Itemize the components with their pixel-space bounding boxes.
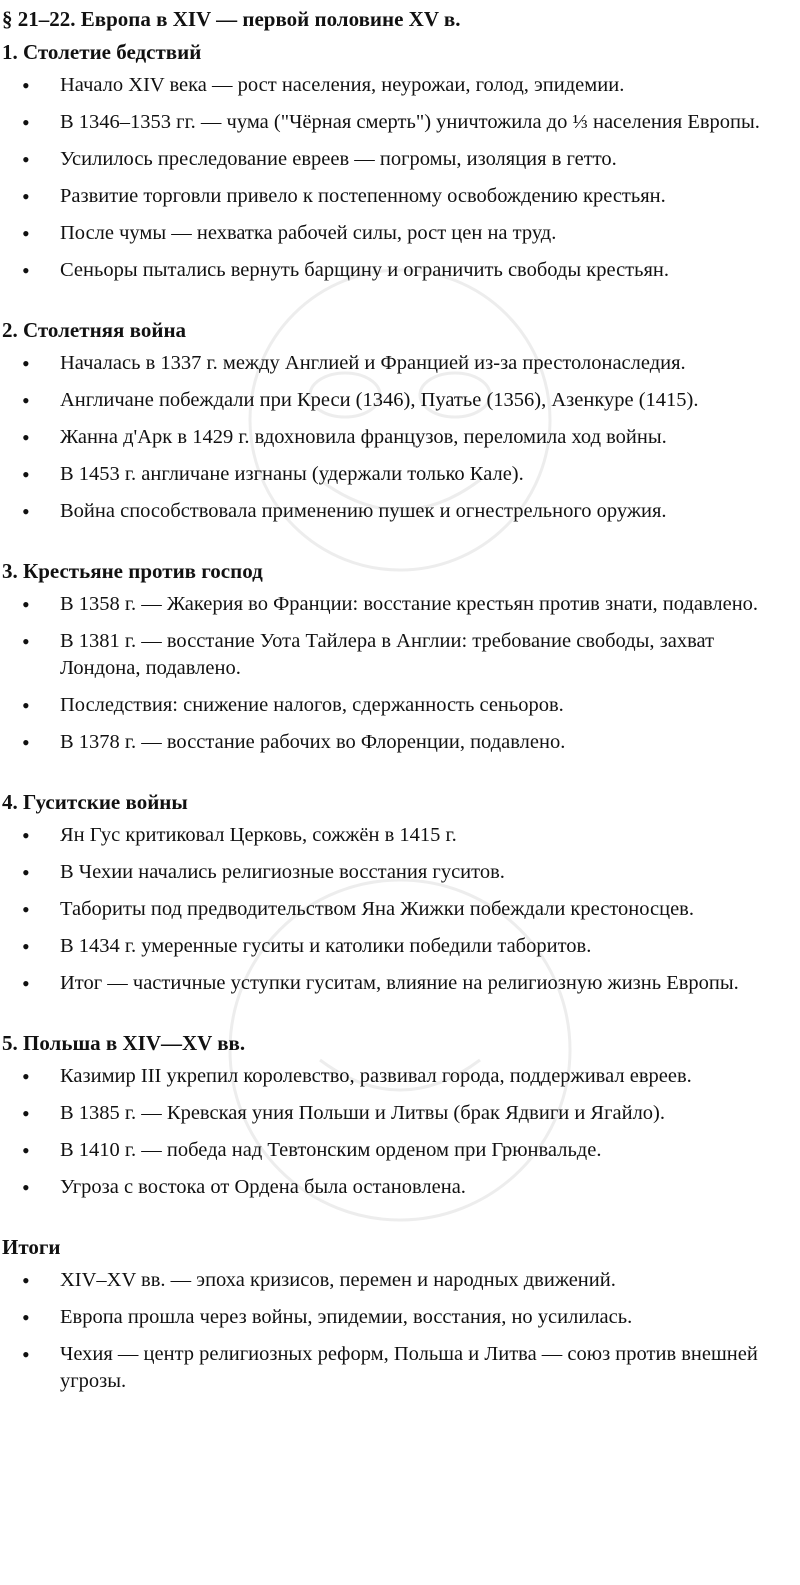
list-item: • Табориты под предводительством Яна Жижки побеждали крестоносцев. (2, 896, 800, 923)
bullet-list (2, 591, 800, 756)
list-item: • Война способствовала применению пушек и огнестрельного оружия. (2, 498, 800, 525)
list-item: • В 1410 г. — победа над Тевтонским орденом при Грюнвальде. (2, 1137, 800, 1164)
list-item: • В 1453 г. англичане изгнаны (удержали только Кале). (2, 461, 800, 488)
section-disasters (2, 39, 800, 284)
section-heading: 2. Столетняя война (2, 318, 187, 342)
section-heading: 3. Крестьяне против господ (2, 559, 263, 583)
list-item: • В 1358 г. — Жакерия во Франции: восстание крестьян против знати, подавлено. (2, 591, 800, 618)
list-item: • Развитие торговли привело к постепенному освобождению крестьян. (2, 183, 800, 210)
bullet-list (2, 350, 800, 525)
list-item: • В Чехии начались религиозные восстания гуситов. (2, 859, 800, 886)
list-item: • В 1385 г. — Кревская уния Польши и Литвы (брак Ядвиги и Ягайло). (2, 1100, 800, 1127)
list-item: • Европа прошла через войны, эпидемии, восстания, но усилилась. (2, 1304, 800, 1331)
list-item: • В 1434 г. умеренные гуситы и католики победили таборитов. (2, 933, 800, 960)
list-item: • Англичане побеждали при Креси (1346), Пуатье (1356), Азенкуре (1415). (2, 387, 800, 414)
list-item: • Угроза с востока от Ордена была остановлена. (2, 1174, 800, 1201)
list-item: • В 1381 г. — восстание Уота Тайлера в Англии: требование свободы, захват Лондона, подавлено. (2, 628, 800, 682)
bullet-list (2, 72, 800, 284)
list-item: • Последствия: снижение налогов, сдержанность сеньоров. (2, 692, 800, 719)
list-item: • Начало XIV века — рост населения, неурожаи, голод, эпидемии. (2, 72, 800, 99)
list-item: • В 1346–1353 гг. — чума ("Чёрная смерть") уничтожила до ⅓ населения Европы. (2, 109, 800, 136)
bullet-list (2, 822, 800, 997)
section-peasants (2, 558, 800, 756)
list-item: • Казимир III укрепил королевство, развивал города, поддерживал евреев. (2, 1063, 800, 1090)
section-poland (2, 1030, 800, 1201)
list-item: • В 1378 г. — восстание рабочих во Флоренции, подавлено. (2, 729, 800, 756)
list-item: • Усилилось преследование евреев — погромы, изоляция в гетто. (2, 146, 800, 173)
section-heading: Итоги (2, 1235, 61, 1259)
section-hundred-years-war (2, 317, 800, 525)
section-hussite-wars (2, 789, 800, 997)
page-title: § 21–22. Европа в XIV — первой половине XV в. (2, 7, 461, 31)
list-item: • Жанна д'Арк в 1429 г. вдохновила французов, переломила ход войны. (2, 424, 800, 451)
list-item: • Началась в 1337 г. между Англией и Францией из-за престолонаследия. (2, 350, 800, 377)
list-item: • Итог — частичные уступки гуситам, влияние на религиозную жизнь Европы. (2, 970, 800, 997)
section-heading: 5. Польша в XIV—XV вв. (2, 1031, 246, 1055)
bullet-list (2, 1063, 800, 1201)
section-summary (2, 1234, 800, 1395)
list-item: • XIV–XV вв. — эпоха кризисов, перемен и народных движений. (2, 1267, 800, 1294)
list-item: • Ян Гус критиковал Церковь, сожжён в 1415 г. (2, 822, 800, 849)
list-item: • Чехия — центр религиозных реформ, Польша и Литва — союз против внешней угрозы. (2, 1341, 800, 1395)
section-heading: 4. Гуситские войны (2, 790, 188, 814)
list-item: • Сеньоры пытались вернуть барщину и ограничить свободы крестьян. (2, 257, 800, 284)
section-heading: 1. Столетие бедствий (2, 40, 202, 64)
list-item: • После чумы — нехватка рабочей силы, рост цен на труд. (2, 220, 800, 247)
bullet-list (2, 1267, 800, 1395)
